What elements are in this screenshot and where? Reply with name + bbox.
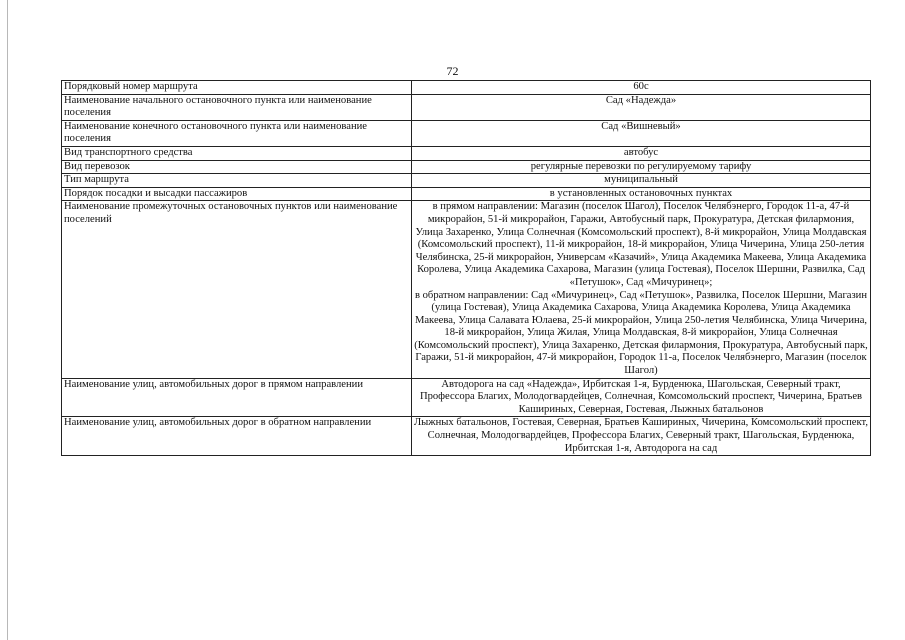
table-row [62,187,871,201]
boarding-order-label: Порядок посадки и высадки пассажиров [62,187,412,201]
forward-streets-label: Наименование улиц, автомобильных дорог в прямом направлении [62,378,412,417]
forward-stops-text: в прямом направлении: Магазин (поселок Шагол), Поселок Челябэнерго, Городок 11-а, 47-й микрорайон, 51-й микрорайон, Гаражи, Автобусный парк, Прокуратура, Детская филармония, Улица Захаренко, Улица Солнечная (Комсомольский проспект), 8-й микрорайон, Улица Молдавская (Комсомольский проспект), 11-й микрорайон, 18-й микрорайон, Улица Чичерина, Улица 250-летия Челябинска, 25-й микрорайон, Универсам «Казачий», Улица Академика Макеева, Улица Академика Королева, Улица Академика Сахарова, Магазин (улица Гостевая), Поселок Шершни, Развилка, Сад «Петушок», Сад «Мичуринец»; [415,201,867,288]
boarding-order-value: в установленных остановочных пунктах [412,187,871,201]
table-row [62,417,871,456]
forward-streets-value: Автодорога на сад «Надежда», Ирбитская 1-я, Бурденюка, Шагольская, Северный тракт, Профессора Благих, Молодогвардейцев, Солнечная, Комсомольский проспект, Чичерина, Братьев Кашириных, Северная, Гостевая, Лыжных батальонов [412,378,871,417]
table-row [62,160,871,174]
start-stop-label: Наименование начального остановочного пункта или наименование поселения [62,94,412,120]
page-number: 72 [446,64,459,78]
route-number-label: Порядковый номер маршрута [62,81,412,95]
route-details-table [61,80,871,456]
vehicle-type-label: Вид транспортного средства [62,146,412,160]
backward-streets-label: Наименование улиц, автомобильных дорог в обратном направлении [62,417,412,456]
backward-streets-value: Лыжных батальонов, Гостевая, Северная, Братьев Кашириных, Чичерина, Комсомольский проспект, Солнечная, Молодогвардейцев, Профессора Благих, Северный тракт, Шагольская, Бурденюка, Ирбитская 1-я, Автодорога на сад [412,417,871,456]
intermediate-stops-value [412,201,871,378]
transport-kind-value: регулярные перевозки по регулируемому тарифу [412,160,871,174]
table-row [62,174,871,188]
table-row [62,120,871,146]
table-row [62,201,871,378]
backward-stops-text: в обратном направлении: Сад «Мичуринец», Сад «Петушок», Развилка, Поселок Шершни, Магазин (улица Гостевая), Улица Академика Сахарова, Улица Академика Королева, Улица Академика Макеева, Улица Салавата Юлаева, 25-й микрорайон, Улица 250-летия Челябинска, Улица Чичерина, 18-й микрорайон, Улица Жилая, Улица Молдавская, 8-й микрорайон, Улица Солнечная (Комсомольский проспект), Улица Захаренко, Детская филармония, Прокуратура, Автобусный парк, Гаражи, 51-й микрорайон, 47-й микрорайон, Городок 11-а, Поселок Челябэнерго, Магазин (поселок Шагол) [414,289,868,377]
table-row [62,378,871,417]
route-type-value: муниципальный [412,174,871,188]
end-stop-value: Сад «Вишневый» [412,120,871,146]
route-number-value: 60с [412,81,871,95]
route-type-label: Тип маршрута [62,174,412,188]
intermediate-stops-label: Наименование промежуточных остановочных пунктов или наименование поселений [62,201,412,378]
table-row [62,146,871,160]
start-stop-value: Сад «Надежда» [412,94,871,120]
table-row [62,81,871,95]
transport-kind-label: Вид перевозок [62,160,412,174]
vehicle-type-value: автобус [412,146,871,160]
page-edge-line [7,0,8,640]
end-stop-label: Наименование конечного остановочного пункта или наименование поселения [62,120,412,146]
table-row [62,94,871,120]
